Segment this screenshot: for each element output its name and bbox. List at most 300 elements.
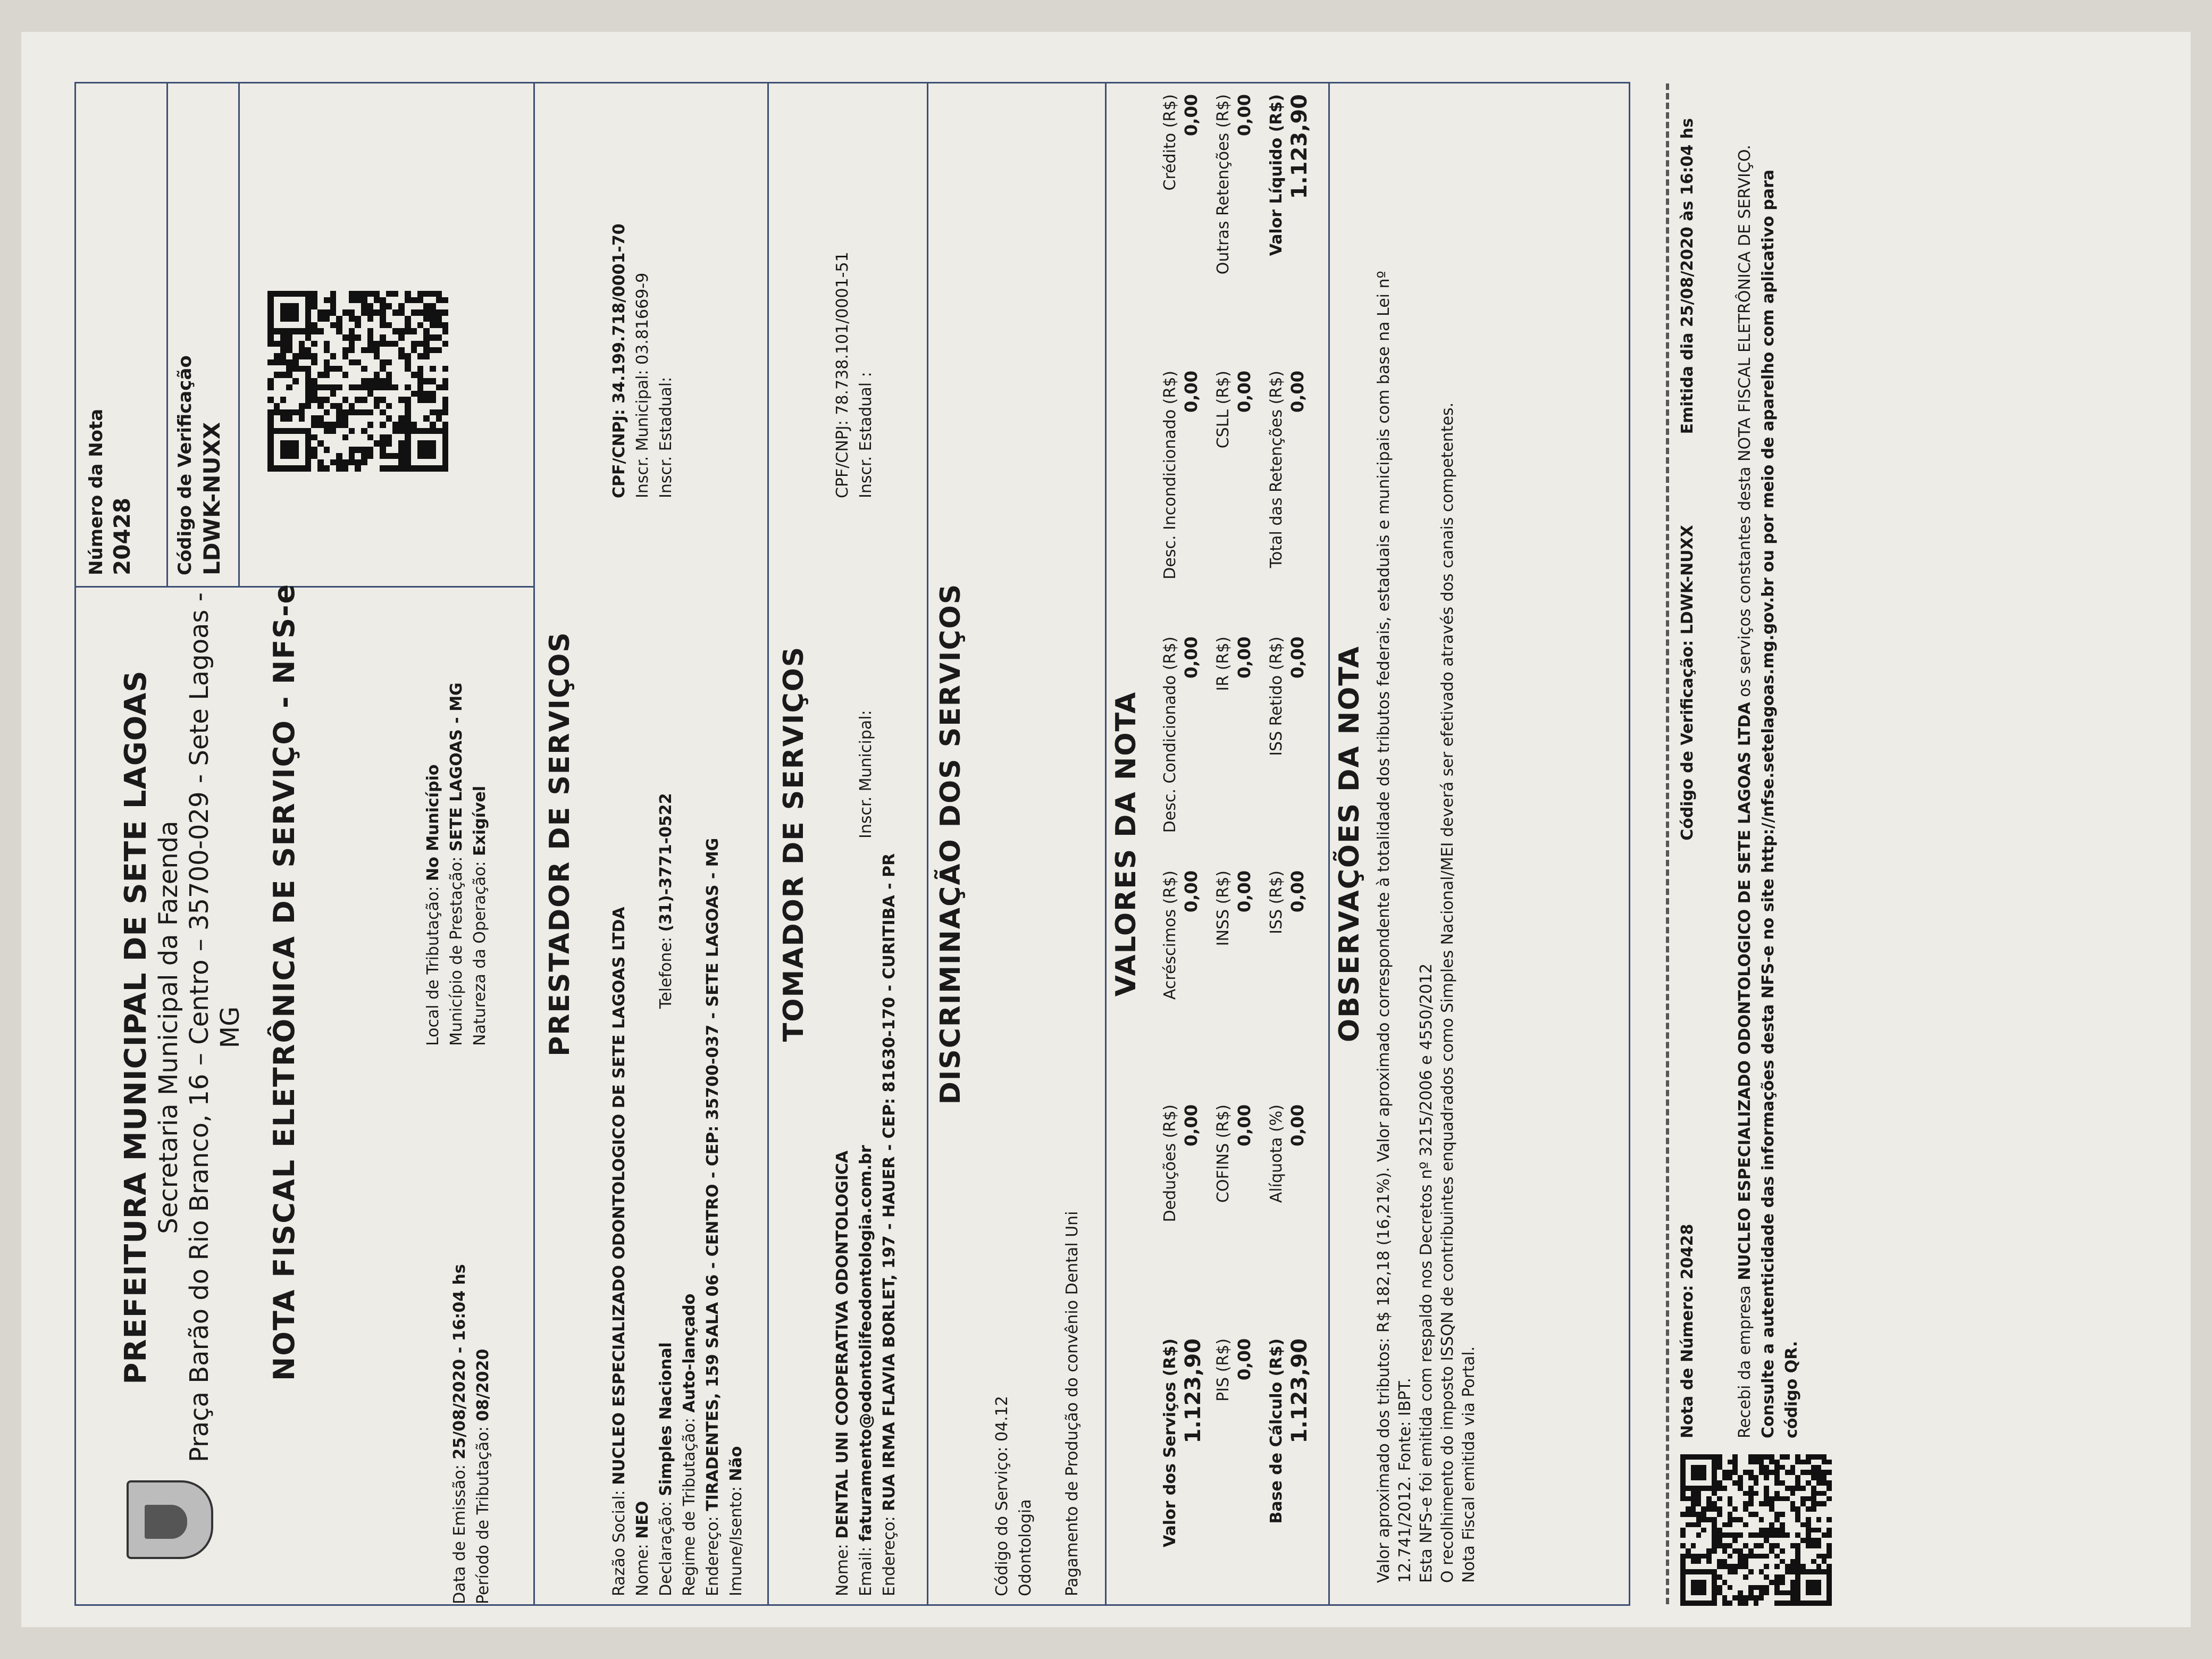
qr-module — [1686, 1501, 1691, 1506]
qr-module — [1686, 1527, 1691, 1532]
qr-module — [299, 378, 305, 384]
qr-module — [267, 353, 274, 359]
qr-module — [1764, 1543, 1769, 1548]
qr-module — [317, 390, 324, 397]
periodo-value: 08/2020 — [474, 1348, 492, 1421]
qr-module — [1769, 1590, 1774, 1595]
obs-line: Valor aproximado dos tributos: R$ 182,18 (16,21%). Valor aproximado correspondente à totalidade dos tributos federais, estaduais e municipais com base na Lei nº — [1375, 271, 1393, 1583]
qr-module — [324, 353, 330, 359]
qr-module — [423, 409, 430, 415]
qr-module — [311, 372, 317, 378]
qr-module — [361, 434, 367, 440]
tomador-cnpj: CPF/CNPJ: 78.738.101/0001-51 — [833, 252, 852, 498]
qr-module — [411, 397, 417, 403]
qr-module — [1722, 1454, 1728, 1460]
qr-module — [398, 316, 405, 322]
qr-module — [386, 447, 392, 453]
qr-module — [1769, 1564, 1774, 1569]
qr-module — [1769, 1491, 1774, 1496]
qr-module — [1790, 1532, 1795, 1538]
qr-module — [1748, 1580, 1754, 1585]
qr-module — [274, 390, 280, 397]
qr-module — [336, 434, 342, 440]
qr-module — [1790, 1454, 1795, 1460]
qr-module — [355, 434, 361, 440]
qr-module — [392, 303, 398, 309]
qr-module — [1816, 1522, 1822, 1528]
qr-module — [430, 353, 436, 359]
qr-module — [292, 372, 299, 378]
qr-module — [430, 297, 436, 303]
qr-module — [392, 409, 398, 415]
qr-module — [1774, 1522, 1780, 1528]
qr-module — [1738, 1460, 1743, 1465]
qr-module — [1743, 1580, 1748, 1585]
qr-module — [436, 303, 442, 309]
qr-module — [1754, 1496, 1759, 1501]
qr-module — [1722, 1512, 1728, 1517]
qr-module — [1732, 1491, 1738, 1496]
qr-module — [1686, 1538, 1691, 1543]
qr-module — [1800, 1475, 1806, 1480]
qr-module — [280, 459, 286, 465]
qr-module — [386, 297, 392, 303]
qr-module — [1800, 1454, 1806, 1460]
qr-module — [299, 453, 305, 459]
qr-module — [1800, 1559, 1806, 1564]
qr-module — [1826, 1454, 1832, 1460]
qr-module — [267, 347, 274, 353]
qr-module — [311, 409, 317, 415]
qr-module — [423, 359, 430, 366]
valor-label: Outras Retenções (R$) — [1214, 94, 1233, 275]
tomador-email-label: Email: — [857, 1546, 875, 1596]
qr-module — [1738, 1496, 1743, 1501]
valor-label: Valor Líquido (R$) — [1267, 94, 1286, 256]
qr-module — [373, 409, 380, 415]
divider-valores — [1105, 83, 1107, 1604]
qr-module — [1748, 1522, 1754, 1528]
qr-module — [1738, 1538, 1743, 1543]
qr-module — [324, 440, 330, 447]
qr-module — [386, 397, 392, 403]
qr-module — [1738, 1454, 1743, 1460]
qr-module — [1821, 1538, 1826, 1543]
qr-module — [1706, 1580, 1712, 1585]
qr-module — [1701, 1496, 1706, 1501]
regime-value: Auto-lançado — [680, 1293, 699, 1413]
stub-nota-value: 20428 — [1678, 1224, 1697, 1280]
qr-module — [411, 447, 417, 453]
qr-module — [286, 378, 292, 384]
qr-module — [317, 303, 324, 309]
qr-module — [1701, 1480, 1706, 1486]
qr-module — [442, 359, 448, 366]
qr-module — [342, 440, 349, 447]
qr-module — [1780, 1554, 1785, 1559]
qr-module — [1748, 1574, 1754, 1580]
qr-module — [1680, 1506, 1686, 1512]
tomador-email-value: faturamento@odontolifeodontologia.com.br — [857, 1145, 875, 1542]
qr-module — [299, 372, 305, 378]
qr-module — [267, 372, 274, 378]
prestador-registros — [608, 83, 678, 498]
qr-module — [1800, 1548, 1806, 1554]
qr-module — [342, 403, 349, 409]
qr-module — [405, 309, 411, 316]
qr-module — [423, 434, 430, 440]
qr-module — [1800, 1512, 1806, 1517]
qr-module — [392, 359, 398, 366]
verificacao-value: LDWK-NUXX — [199, 422, 225, 575]
qr-module — [286, 422, 292, 428]
qr-module — [1785, 1460, 1790, 1465]
qr-module — [417, 434, 423, 440]
qr-module — [1754, 1470, 1759, 1475]
qr-module — [348, 378, 355, 384]
qr-module — [442, 334, 448, 341]
qr-module — [1717, 1601, 1722, 1606]
qr-module — [398, 297, 405, 303]
qr-module — [1706, 1564, 1712, 1569]
qr-module — [292, 341, 299, 347]
qr-module — [1717, 1517, 1722, 1522]
qr-module — [1722, 1590, 1728, 1595]
qr-module — [1754, 1580, 1759, 1585]
valor-value: 0,00 — [1234, 1338, 1254, 1380]
qr-module — [1743, 1486, 1748, 1491]
qr-module — [1696, 1543, 1701, 1548]
discriminacao-body — [991, 533, 1084, 1596]
qr-module — [1691, 1480, 1696, 1486]
qr-module — [1696, 1595, 1701, 1601]
qr-module — [1748, 1559, 1754, 1564]
qr-module — [336, 447, 342, 453]
qr-module — [1785, 1585, 1790, 1590]
qr-module — [373, 434, 380, 440]
qr-module — [342, 390, 349, 397]
qr-module — [417, 303, 423, 309]
qr-module — [330, 415, 336, 422]
qr-module — [311, 440, 317, 447]
qr-module — [1738, 1585, 1743, 1590]
stub-verif-value: LDWK-NUXX — [1678, 525, 1697, 635]
qr-module — [1816, 1595, 1822, 1601]
qr-module — [1780, 1595, 1785, 1601]
qr-module — [280, 322, 286, 328]
qr-module — [1785, 1480, 1790, 1486]
prefeitura-title: PREFEITURA MUNICIPAL DE SETE LAGOAS — [119, 670, 153, 1385]
qr-module — [380, 347, 386, 353]
qr-module — [355, 328, 361, 334]
qr-module — [1722, 1538, 1728, 1543]
qr-module — [1769, 1601, 1774, 1606]
qr-module — [299, 303, 305, 309]
qr-module — [436, 372, 442, 378]
qr-module — [274, 459, 280, 465]
qr-module — [1712, 1564, 1717, 1569]
qr-module — [1680, 1548, 1686, 1554]
qr-module — [392, 378, 398, 384]
qr-module — [373, 390, 380, 397]
qr-module — [1691, 1548, 1696, 1554]
qr-module — [1722, 1585, 1728, 1590]
qr-module — [336, 397, 342, 403]
qr-module — [299, 384, 305, 391]
qr-module — [398, 365, 405, 372]
qr-module — [1722, 1554, 1728, 1559]
qr-module — [1774, 1538, 1780, 1543]
qr-module — [1701, 1522, 1706, 1528]
qr-module — [411, 365, 417, 372]
qr-module — [1717, 1475, 1722, 1480]
observacoes-title: OBSERVAÇÕES DA NOTA — [1334, 645, 1365, 1043]
qr-module — [1722, 1517, 1728, 1522]
qr-module — [361, 422, 367, 428]
qr-module — [1826, 1475, 1832, 1480]
qr-module — [380, 428, 386, 434]
qr-module — [1769, 1512, 1774, 1517]
valor-label: Crédito (R$) — [1161, 94, 1179, 191]
qr-module — [411, 359, 417, 366]
qr-module — [1686, 1580, 1691, 1585]
qr-module — [355, 347, 361, 353]
qr-module — [392, 447, 398, 453]
nome-label: Nome: — [633, 1544, 652, 1596]
qr-module — [386, 459, 392, 465]
qr-module — [1706, 1480, 1712, 1486]
qr-module — [280, 434, 286, 440]
qr-module — [1686, 1470, 1691, 1475]
qr-module — [1800, 1527, 1806, 1532]
qr-module — [405, 390, 411, 397]
qr-module — [1795, 1538, 1800, 1543]
qr-module — [1826, 1491, 1832, 1496]
qr-module — [1691, 1538, 1696, 1543]
qr-module — [411, 316, 417, 322]
qr-module — [1717, 1470, 1722, 1475]
qr-module — [324, 390, 330, 397]
qr-module — [286, 403, 292, 409]
qr-module — [342, 378, 349, 384]
qr-module — [286, 397, 292, 403]
qr-module — [1754, 1590, 1759, 1595]
qr-module — [1785, 1475, 1790, 1480]
qr-module — [355, 415, 361, 422]
qr-module — [336, 378, 342, 384]
qr-module — [324, 403, 330, 409]
qr-module — [1738, 1464, 1743, 1470]
qr-module — [292, 403, 299, 409]
qr-module — [1758, 1512, 1764, 1517]
qr-module — [1826, 1512, 1832, 1517]
qr-module — [1727, 1538, 1732, 1543]
qr-module — [1769, 1574, 1774, 1580]
qr-module — [1686, 1590, 1691, 1595]
qr-module — [1743, 1517, 1748, 1522]
qr-module — [1743, 1585, 1748, 1590]
qr-module — [299, 447, 305, 453]
qr-module — [1732, 1486, 1738, 1491]
qr-module — [1758, 1574, 1764, 1580]
qr-module — [1738, 1501, 1743, 1506]
qr-module — [1774, 1486, 1780, 1491]
qr-module — [411, 322, 417, 328]
qr-module — [1680, 1522, 1686, 1528]
qr-module — [1691, 1532, 1696, 1538]
qr-module — [292, 384, 299, 391]
qr-module — [430, 341, 436, 347]
qr-module — [336, 291, 342, 297]
valor-label: Base de Cálculo (R$) — [1267, 1338, 1286, 1524]
tomador-title: TOMADOR DE SERVIÇOS — [778, 646, 810, 1042]
qr-module — [311, 347, 317, 353]
qr-module — [1785, 1554, 1790, 1559]
qr-module — [1811, 1595, 1816, 1601]
qr-module — [355, 341, 361, 347]
numero-label: Número da Nota — [86, 408, 107, 575]
qr-module — [1717, 1554, 1722, 1559]
qr-module — [1680, 1517, 1686, 1522]
qr-module — [398, 359, 405, 366]
qr-module — [1826, 1559, 1832, 1564]
qr-module — [355, 390, 361, 397]
qr-module — [1706, 1595, 1712, 1601]
qr-module — [1795, 1491, 1800, 1496]
qr-module — [1754, 1574, 1759, 1580]
qr-module — [324, 291, 330, 297]
qr-module — [274, 309, 280, 316]
qr-module — [1754, 1517, 1759, 1522]
qr-module — [380, 403, 386, 409]
qr-module — [411, 459, 417, 465]
qr-module — [1764, 1580, 1769, 1585]
qr-module — [330, 378, 336, 384]
qr-module — [1706, 1475, 1712, 1480]
qr-module — [1780, 1517, 1785, 1522]
qr-module — [286, 434, 292, 440]
qr-module — [442, 390, 448, 397]
qr-module — [411, 453, 417, 459]
tomador-insc-municipal: Inscr. Municipal: — [857, 710, 875, 839]
qr-module — [1732, 1496, 1738, 1501]
qr-module — [1748, 1480, 1754, 1486]
qr-module — [367, 322, 374, 328]
qr-module — [1780, 1569, 1785, 1574]
qr-module — [417, 334, 423, 341]
qr-module — [299, 359, 305, 366]
qr-module — [1806, 1512, 1811, 1517]
qr-module — [336, 347, 342, 353]
qr-module — [299, 316, 305, 322]
qr-module — [1795, 1496, 1800, 1501]
emissao-value: 25/08/2020 - 16:04 hs — [450, 1264, 469, 1460]
qr-module — [436, 440, 442, 447]
qr-module — [442, 347, 448, 353]
qr-module — [317, 291, 324, 297]
qr-module — [1769, 1569, 1774, 1574]
qr-module — [324, 303, 330, 309]
qr-module — [1691, 1517, 1696, 1522]
qr-module — [1754, 1564, 1759, 1569]
qr-module — [274, 440, 280, 447]
qr-module — [1800, 1543, 1806, 1548]
valor-label: Deduções (R$) — [1161, 1104, 1179, 1222]
qr-module — [1738, 1580, 1743, 1585]
qr-module — [1806, 1486, 1811, 1491]
valor-value: 0,00 — [1181, 1104, 1201, 1146]
qr-module — [342, 447, 349, 453]
qr-module — [1691, 1460, 1696, 1465]
qr-module — [1785, 1512, 1790, 1517]
qr-module — [373, 465, 380, 472]
qr-module — [1800, 1585, 1806, 1590]
qr-module — [1769, 1486, 1774, 1491]
qr-module — [1816, 1574, 1822, 1580]
qr-module — [423, 297, 430, 303]
qr-module — [392, 397, 398, 403]
qr-module — [1754, 1559, 1759, 1564]
qr-module — [1712, 1559, 1717, 1564]
qr-module — [392, 316, 398, 322]
qr-module — [1800, 1590, 1806, 1595]
qr-module — [423, 403, 430, 409]
qr-module — [1790, 1512, 1795, 1517]
qr-module — [436, 397, 442, 403]
qr-module — [361, 390, 367, 397]
qr-module — [417, 459, 423, 465]
qr-module — [1748, 1517, 1754, 1522]
qr-module — [1706, 1464, 1712, 1470]
qr-module — [392, 440, 398, 447]
tomador-endereco-label: Endereço: — [880, 1516, 899, 1596]
qr-module — [1706, 1538, 1712, 1543]
qr-module — [324, 434, 330, 440]
stub-consulte: Consulte a autenticidade das informações desta NFS-e no site http://nfse.setelagoas.mg.gov.br ou por meio de aparelho com aplicativo para código QR. — [1759, 169, 1801, 1438]
declaracao-label: Declaração: — [657, 1501, 675, 1596]
qr-module — [1758, 1486, 1764, 1491]
qr-module — [1821, 1486, 1826, 1491]
qr-module — [411, 440, 417, 447]
qr-module — [411, 291, 417, 297]
qr-module — [1816, 1532, 1822, 1538]
qr-module — [1680, 1538, 1686, 1543]
qr-module — [330, 341, 336, 347]
qr-module — [1696, 1548, 1701, 1554]
qr-module — [1706, 1574, 1712, 1580]
qr-module — [1686, 1491, 1691, 1496]
valor-value: 0,00 — [1181, 371, 1201, 413]
qr-module — [373, 453, 380, 459]
qr-module — [1732, 1585, 1738, 1590]
qr-module — [317, 322, 324, 328]
qr-module — [1727, 1595, 1732, 1601]
qr-module — [1790, 1480, 1795, 1486]
qr-module — [1696, 1480, 1701, 1486]
qr-module — [1732, 1501, 1738, 1506]
numero-box — [76, 83, 166, 586]
qr-module — [324, 415, 330, 422]
coat-of-arms-logo — [127, 1480, 213, 1559]
qr-module — [1806, 1564, 1811, 1569]
qr-module — [411, 353, 417, 359]
qr-module — [361, 334, 367, 341]
qr-module — [1696, 1460, 1701, 1465]
qr-module — [1826, 1522, 1832, 1528]
qr-module — [1811, 1460, 1816, 1465]
tomador-nome-value: DENTAL UNI COOPERATIVA ODONTOLOGICA — [833, 1150, 852, 1539]
qr-module — [1769, 1517, 1774, 1522]
